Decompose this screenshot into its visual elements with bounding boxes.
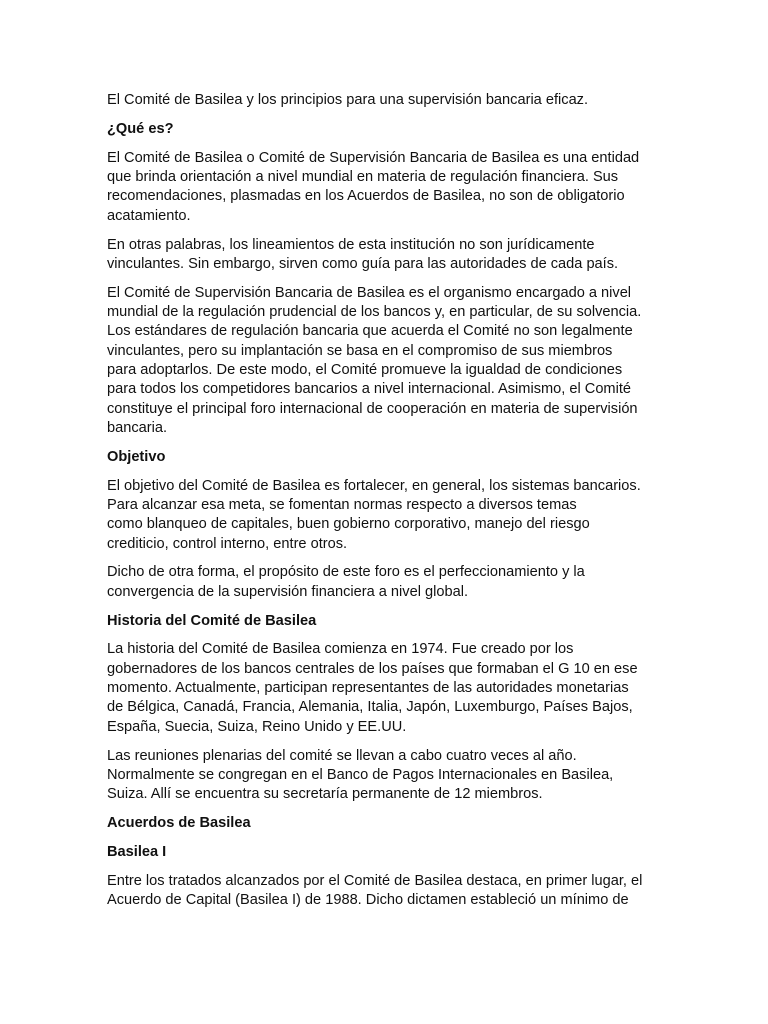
text-line: momento. Actualmente, participan representantes de las autoridades monetarias	[107, 680, 629, 697]
paragraph	[107, 477, 667, 554]
paragraph	[107, 236, 667, 275]
paragraph	[107, 640, 667, 736]
text-line: El Comité de Supervisión Bancaria de Basilea es el organismo encargado a nivel	[107, 284, 632, 301]
document-title: El Comité de Basilea y los principios para una supervisión bancaria eficaz.	[107, 92, 589, 108]
paragraph	[107, 872, 667, 911]
text-line: En otras palabras, los lineamientos de esta institución no son jurídicamente	[107, 236, 595, 253]
text-line: La historia del Comité de Basilea comienza en 1974. Fue creado por los	[107, 641, 574, 658]
paragraph	[107, 747, 667, 805]
text-line: que brinda orientación a nivel mundial en materia de regulación financiera. Sus	[107, 169, 619, 186]
text-line: El objetivo del Comité de Basilea es fortalecer, en general, los sistemas bancarios.	[107, 477, 641, 494]
text-line: Las reuniones plenarias del comité se llevan a cabo cuatro veces al año.	[107, 747, 577, 764]
text-line: Normalmente se congregan en el Banco de Pagos Internacionales en Basilea,	[107, 766, 614, 783]
text-line: acatamiento.	[107, 207, 191, 224]
text-line: constituye el principal foro internacional de cooperación en materia de supervisión	[107, 400, 638, 417]
text-line: bancaria.	[107, 419, 168, 436]
text-line: Acuerdo de Capital (Basilea I) de 1988. Dicho dictamen estableció un mínimo de	[107, 892, 629, 909]
text-line: gobernadores de los bancos centrales de los países que formaban el G 10 en ese	[107, 660, 638, 677]
paragraph	[107, 284, 667, 438]
section-que-es	[107, 120, 667, 438]
text-line: vinculantes, pero su implantación se basa en el compromiso de sus miembros	[107, 342, 613, 359]
section-basilea-i	[107, 843, 667, 910]
text-line: mundial de la regulación prudencial de los bancos y, en particular, de su solvencia.	[107, 304, 642, 321]
section-heading: ¿Qué es?	[107, 120, 174, 137]
section-acuerdos	[107, 814, 667, 833]
text-line: de Bélgica, Canadá, Francia, Alemania, Italia, Japón, Luxemburgo, Países Bajos,	[107, 699, 633, 716]
section-historia	[107, 612, 667, 805]
text-line: El Comité de Basilea o Comité de Supervisión Bancaria de Basilea es una entidad	[107, 149, 640, 166]
text-line: Suiza. Allí se encuentra su secretaría permanente de 12 miembros.	[107, 786, 543, 803]
text-line: para adoptarlos. De este modo, el Comité promueve la igualdad de condiciones	[107, 361, 623, 378]
text-line: crediticio, control interno, entre otros.	[107, 535, 348, 552]
section-objetivo	[107, 448, 667, 602]
text-line: recomendaciones, plasmadas en los Acuerdos de Basilea, no son de obligatorio	[107, 188, 625, 205]
text-line: Dicho de otra forma, el propósito de este foro es el perfeccionamiento y la	[107, 564, 585, 581]
document-page	[107, 91, 667, 920]
text-line: España, Suecia, Suiza, Reino Unido y EE.UU.	[107, 718, 407, 735]
paragraph	[107, 149, 667, 226]
text-line: vinculantes. Sin embargo, sirven como guía para las autoridades de cada país.	[107, 255, 619, 272]
text-line: para todos los competidores bancarios a nivel internacional. Asimismo, el Comité	[107, 381, 632, 398]
section-heading: Historia del Comité de Basilea	[107, 612, 317, 629]
text-line: Los estándares de regulación bancaria que acuerda el Comité no son legalmente	[107, 323, 633, 340]
section-heading: Objetivo	[107, 448, 166, 465]
section-heading: Acuerdos de Basilea	[107, 815, 251, 832]
text-line: Para alcanzar esa meta, se fomentan normas respecto a diversos temas	[107, 496, 577, 513]
text-line: convergencia de la supervisión financiera a nivel global.	[107, 583, 469, 600]
section-heading: Basilea I	[107, 843, 167, 860]
paragraph	[107, 563, 667, 602]
text-line: Entre los tratados alcanzados por el Comité de Basilea destaca, en primer lugar, el	[107, 872, 643, 889]
text-line: como blanqueo de capitales, buen gobierno corporativo, manejo del riesgo	[107, 516, 590, 533]
